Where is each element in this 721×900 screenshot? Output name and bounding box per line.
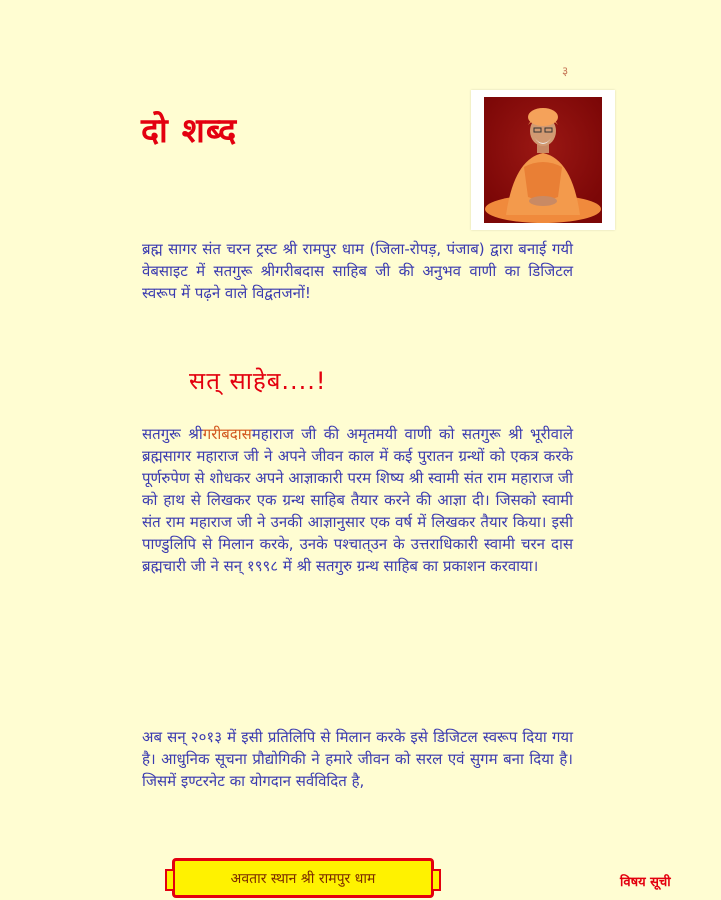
portrait-photo: [484, 97, 602, 223]
body-text: महाराज जी की अमृतमयी वाणी को सतगुरू श्री भूरीवाले ब्रह्मसागर महाराज जी ने अपने जीवन काल में कई पुरातन ग्रन्थों को एकत्र करके पूर्णरुपेण से शोधकर अपने आज्ञाकारी परम शिष्य श्री स्वामी संत राम महाराज जी को हाथ से लिखकर एक ग्रन्थ साहिब तैयार करने की आज्ञा दी। जिसको स्वामी संत राम महाराज जी ने उनकी आज्ञानुसार एक वर्ष में लिखकर तैयार किया। इसी पाण्डुलिपि से मिलान करके, उनके पश्चात्उन के उत्तराधिकारी स्वामी चरन दास ब्रह्मचारी जी ने सन् १९९८ में श्री सतगुरु ग्रन्थ साहिब का प्रकाशन करवाया।: [142, 425, 573, 575]
table-of-contents-link[interactable]: विषय सूची: [620, 875, 671, 890]
greeting-heading: सत् साहेब....!: [189, 367, 327, 395]
avatar-sthan-button[interactable]: [172, 858, 434, 898]
body-paragraph-2: अब सन् २०१३ में इसी प्रतिलिपि से मिलान करके इसे डिजिटल स्वरूप दिया गया है। आधुनिक सूचना प्रौद्योगिकी ने हमारे जीवन को सरल एवं सुगम बना दिया है। जिसमें इण्टरनेट का योगदान सर्वविदित है,: [142, 728, 573, 790]
page-number: ३: [562, 64, 569, 78]
body-text: सतगुरू श्री: [142, 425, 203, 443]
portrait-photo-frame: [471, 90, 615, 230]
body-paragraph-1: [142, 423, 573, 577]
avatar-sthan-button-label: अवतार स्थान श्री रामपुर धाम: [230, 870, 376, 887]
intro-paragraph: ब्रह्म सागर संत चरन ट्रस्ट श्री रामपुर धाम (जिला-रोपड़, पंजाब) द्वारा बनाई गयी वेबसाइट में सतगुरू श्रीगरीबदास साहिब जी की अनुभव वाणी का डिजिटल स्वरूप में पढ़ने वाले विद्वतजनों!: [142, 240, 573, 302]
highlighted-name: गरीबदास: [202, 425, 252, 443]
page-title: दो शब्द: [141, 111, 238, 151]
